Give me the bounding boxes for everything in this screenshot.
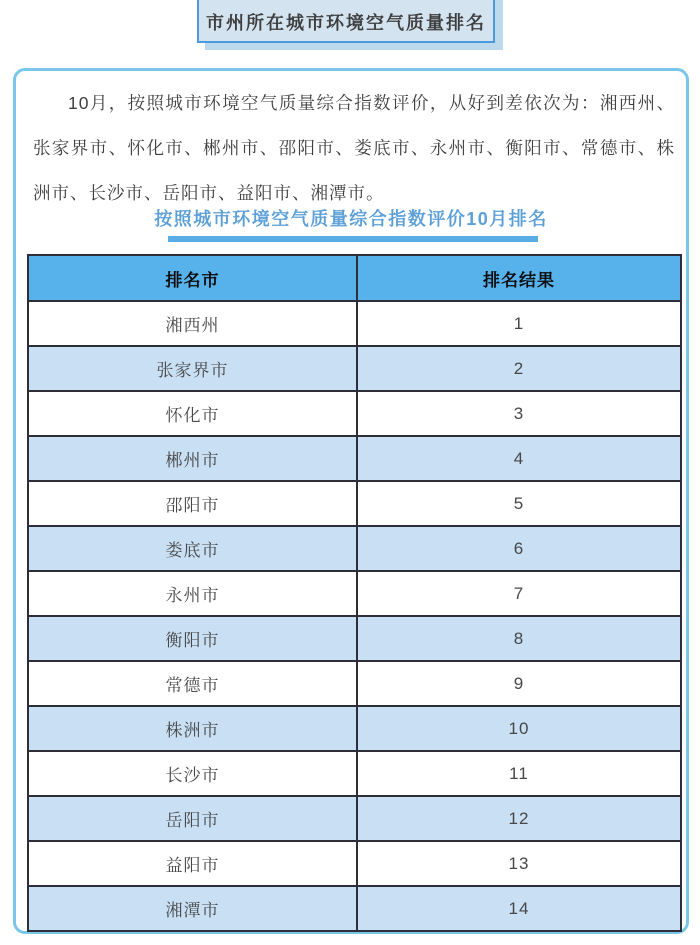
ranking-table-body (28, 301, 681, 931)
rank-cell: 8 (357, 616, 681, 661)
table-row (28, 616, 681, 661)
article-content-box (13, 68, 689, 934)
ranking-table-header (28, 255, 681, 301)
rank-cell: 11 (357, 751, 681, 796)
rank-cell: 9 (357, 661, 681, 706)
table-row (28, 751, 681, 796)
rank-cell: 3 (357, 391, 681, 436)
table-row (28, 301, 681, 346)
table-row (28, 706, 681, 751)
city-cell: 衡阳市 (28, 616, 357, 661)
table-row (28, 571, 681, 616)
city-cell: 郴州市 (28, 436, 357, 481)
header-rank: 排名结果 (357, 255, 681, 301)
header-row (28, 255, 681, 301)
city-cell: 株洲市 (28, 706, 357, 751)
table-row (28, 391, 681, 436)
city-cell: 娄底市 (28, 526, 357, 571)
rank-cell: 6 (357, 526, 681, 571)
rank-cell: 2 (357, 346, 681, 391)
summary-paragraph: 10月，按照城市环境空气质量综合指数评价，从好到差依次为：湘西州、张家界市、怀化市、郴州市、邵阳市、娄底市、永州市、衡阳市、常德市、株洲市、长沙市、岳阳市、益阳市、湘潭市。 (33, 93, 675, 203)
table-row (28, 481, 681, 526)
city-cell: 张家界市 (28, 346, 357, 391)
rank-cell: 14 (357, 886, 681, 931)
city-cell: 岳阳市 (28, 796, 357, 841)
city-cell: 湘西州 (28, 301, 357, 346)
header-city: 排名市 (28, 255, 357, 301)
rank-cell: 5 (357, 481, 681, 526)
city-cell: 湘潭市 (28, 886, 357, 931)
city-cell: 常德市 (28, 661, 357, 706)
rank-cell: 1 (357, 301, 681, 346)
rank-cell: 13 (357, 841, 681, 886)
table-row (28, 796, 681, 841)
city-cell: 永州市 (28, 571, 357, 616)
rank-cell: 4 (357, 436, 681, 481)
rank-cell: 10 (357, 706, 681, 751)
table-row (28, 436, 681, 481)
rank-cell: 12 (357, 796, 681, 841)
table-row (28, 661, 681, 706)
table-row (28, 886, 681, 931)
subtitle-underline (168, 236, 538, 242)
table-row (28, 526, 681, 571)
city-cell: 怀化市 (28, 391, 357, 436)
city-cell: 益阳市 (28, 841, 357, 886)
ranking-table (27, 254, 682, 932)
table-row (28, 346, 681, 391)
page-title-badge (197, 0, 495, 43)
table-row (28, 841, 681, 886)
city-cell: 长沙市 (28, 751, 357, 796)
city-cell: 邵阳市 (28, 481, 357, 526)
rank-cell: 7 (357, 571, 681, 616)
page-title: 市州所在城市环境空气质量排名 (206, 12, 486, 33)
table-subtitle: 按照城市环境空气质量综合指数评价10月排名 (154, 209, 548, 229)
